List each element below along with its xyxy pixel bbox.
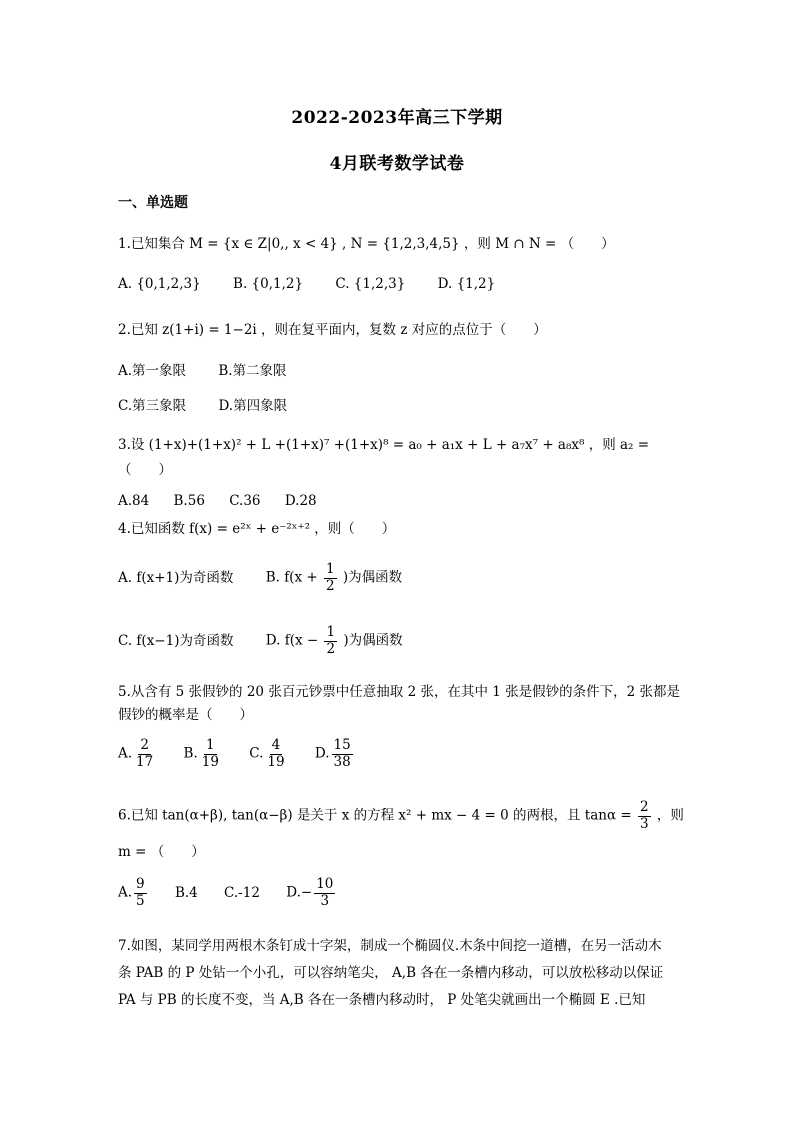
- exam-title-line2: 4月联考数学试卷: [329, 154, 465, 174]
- question-6-stem-line1: [118, 800, 684, 832]
- q2-option-a[interactable]: A.第一象限: [118, 363, 187, 379]
- fraction-one-half: [324, 625, 337, 657]
- section-heading: 一、单选题: [118, 195, 188, 211]
- q3-option-d[interactable]: D.28: [284, 493, 317, 509]
- fraction-denominator: 3: [639, 815, 649, 832]
- q5-option-a-label: A.: [118, 745, 133, 762]
- question-5-stem-line2: 假钞的概率是（ ）: [118, 707, 253, 723]
- fraction-numerator: 2: [140, 737, 149, 753]
- q6-option-d-label: D.−: [286, 884, 313, 901]
- fraction-numerator: 10: [316, 876, 334, 892]
- fraction-denominator: 38: [333, 753, 351, 770]
- fraction-denominator: 2: [325, 577, 335, 594]
- q3-option-c[interactable]: C.36: [229, 493, 261, 509]
- q2-option-c[interactable]: C.第三象限: [118, 398, 187, 414]
- fraction-one-half: [324, 562, 337, 594]
- q5-option-d-label: D.: [314, 745, 330, 762]
- fraction-denominator: 5: [136, 892, 145, 909]
- fraction-numerator: 4: [271, 737, 281, 753]
- q6-option-d-fraction: [314, 877, 335, 909]
- question-3-options: [118, 493, 337, 509]
- question-2-stem: 2.已知 z(1+i) = 1−2i ，则在复平面内，复数 z 对应的点位于（ ）: [118, 322, 547, 338]
- q4-option-d-suffix: )为偶函数: [343, 632, 403, 649]
- fraction-denominator: 17: [136, 753, 154, 770]
- q5-option-a-fraction: [134, 738, 155, 770]
- q6-option-a[interactable]: [118, 877, 149, 909]
- q6-option-d[interactable]: [286, 877, 337, 909]
- exam-title-line1: 2022-2023年高三下学期: [291, 108, 503, 128]
- q6-stem-prefix: 6.已知 tan(α+β), tan(α−β) 是关于 x 的方程 x² + mx − 4 = 0 的两根，且 tanα =: [118, 807, 632, 824]
- question-1-stem: 1.已知集合 M = {x ∈ Z|0,, x < 4} , N = {1,2,3,4,5} ，则 M ∩ N = （ ）: [118, 236, 615, 252]
- fraction-numerator: 2: [639, 799, 649, 815]
- question-6-stem-line2: m = （ ）: [118, 844, 205, 860]
- fraction-denominator: 19: [201, 753, 219, 770]
- question-6-options: [118, 877, 359, 909]
- q6-stem-suffix: ，则: [656, 807, 684, 824]
- q6-option-c[interactable]: C.-12: [224, 884, 260, 901]
- q5-option-b-label: B.: [183, 745, 198, 762]
- q3-option-b[interactable]: B.56: [173, 493, 205, 509]
- question-7-line1: 7.如图，某同学用两根木条钉成十字架，制成一个椭圆仪.木条中间挖一道槽，在另一活动木: [118, 938, 662, 954]
- question-4-stem: 4.已知函数 f(x) = e²ˣ + e⁻²ˣ⁺² ，则（ ）: [118, 521, 396, 537]
- fraction-denominator: 2: [326, 640, 336, 657]
- q4-option-b-prefix: B. f(x +: [265, 569, 318, 586]
- q5-option-a[interactable]: [118, 738, 157, 770]
- fraction-numerator: 9: [136, 876, 145, 892]
- question-2-options-row1: [118, 359, 315, 379]
- question-4-options-row2: [118, 625, 431, 657]
- fraction-denominator: 3: [320, 892, 330, 909]
- q6-option-a-label: A.: [118, 884, 133, 901]
- question-3-stem-cont: （ ）: [118, 462, 172, 478]
- q4-option-d[interactable]: [266, 625, 403, 657]
- question-5-stem-line1: 5.从含有 5 张假钞的 20 张百元钞票中任意抽取 2 张，在其中 1 张是假钞的条件下，2 张都是: [118, 684, 681, 700]
- question-7-line3: PA 与 PB 的长度不变，当 A,B 各在一条槽内移动时， P 处笔尖就画出一个椭圆 E .已知: [118, 992, 646, 1008]
- fraction-numerator: 1: [206, 737, 215, 753]
- question-4-options-row1: [118, 562, 430, 594]
- q5-option-d[interactable]: [315, 738, 355, 770]
- q2-option-b[interactable]: B.第二象限: [218, 363, 287, 379]
- q5-option-b[interactable]: [184, 738, 223, 770]
- q6-option-a-fraction: [134, 877, 147, 909]
- fraction-numerator: 1: [326, 624, 336, 640]
- question-5-options: [118, 738, 377, 770]
- fraction-numerator: 1: [325, 561, 335, 577]
- fraction-denominator: 19: [267, 753, 285, 770]
- q5-option-c-label: C.: [249, 745, 264, 762]
- q4-option-c[interactable]: C. f(x−1)为奇函数: [118, 632, 234, 649]
- q4-option-a[interactable]: A. f(x+1)为奇函数: [118, 569, 234, 586]
- q6-option-b[interactable]: B.4: [174, 884, 198, 901]
- q1-option-a[interactable]: A. {0,1,2,3}: [118, 276, 201, 292]
- q4-option-b-suffix: )为偶函数: [342, 569, 403, 586]
- question-3-stem: 3.设 (1+x)+(1+x)² + L +(1+x)⁷ +(1+x)⁸ = a₀ + a₁x + L + a₇x⁷ + a₈x⁸ ，则 a₂ =: [118, 437, 650, 453]
- q1-option-b[interactable]: B. {0,1,2}: [233, 276, 304, 292]
- q5-option-c[interactable]: [249, 738, 288, 770]
- q5-option-b-fraction: [200, 738, 221, 770]
- q2-option-d[interactable]: D.第四象限: [218, 398, 288, 414]
- q5-option-c-fraction: [265, 738, 286, 770]
- q5-option-d-fraction: [332, 738, 353, 770]
- q4-option-b[interactable]: [266, 562, 402, 594]
- question-2-options-row2: [118, 394, 315, 414]
- q6-tan-fraction: [638, 800, 651, 832]
- q1-option-c[interactable]: C. {1,2,3}: [335, 276, 406, 292]
- q1-option-d[interactable]: D. {1,2}: [437, 276, 496, 292]
- q4-option-d-prefix: D. f(x −: [265, 632, 319, 649]
- fraction-numerator: 15: [333, 737, 351, 753]
- question-7-line2: 条 PAB 的 P 处钻一个小孔，可以容纳笔尖， A,B 各在一条槽内移动，可以放松移动以保证: [118, 965, 664, 981]
- q3-option-a[interactable]: A.84: [118, 493, 150, 509]
- question-1-options: [118, 276, 523, 292]
